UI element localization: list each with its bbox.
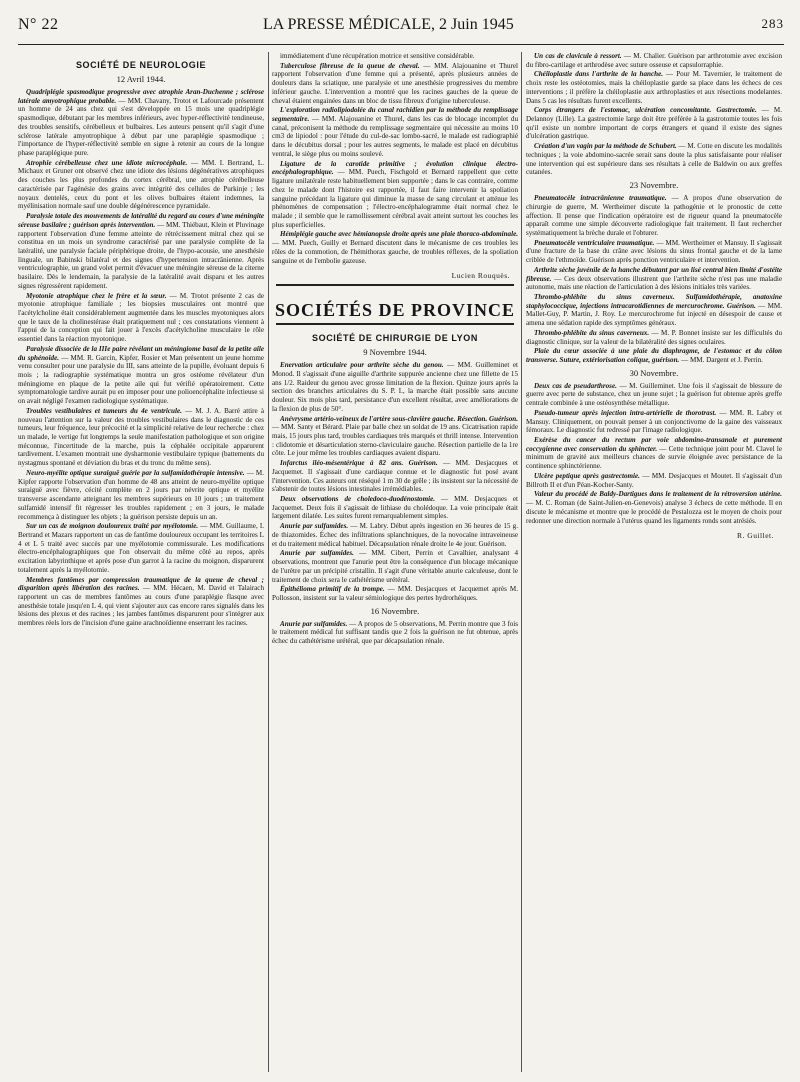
abstract-body: — M. Trotot présente 2 cas de myotonie atrophique familiale ; les biopsies musculaires ont montré que l'acétylcholine était considérablement augmentée dans les muscles myotoniques alors que le taux de la cholinestérase était pratiquement nul ; ces constatations viennent à l'appui de la conception qui fait jouer à l'excès d'acétylcholine musculaire le rôle essentiel dans la réaction myotonique.: [18, 291, 264, 344]
abstract-heading: Hémiplégie gauche avec hémianopsie droite après une plaie thoraco-abdominale.: [280, 230, 518, 239]
column-left: [18, 52, 264, 1078]
abstract-body: — M. C. Roman (de Saint-Julien-en-Genevois) analyse 3 échecs de cette méthode. Il en discute le mécanisme et montre que le procédé de Pestalozza est le moyen de choix pour redonner une direction normale à l'utérus quand les ligaments ronds sont atrésiés.: [526, 499, 782, 525]
abstract-body: — MM. R. Garcin, Kipfer, Rosier et Man présentent un jeune homme venu consulter pour une paralysie du III, sans atteinte de la pupille, évoluant depuis 6 mois ; la radiographie systématique montra un gros ostéome révélateur d'un méningiome en plaque de la petite aile qui fut vérifié opératoirement. Cette symptomatologie tardive aurait pu en imposer pour une polioencéphalite infectieuse si on avait négligé l'examen radiologique systématique.: [18, 353, 264, 406]
abstract-paragraph: [526, 106, 782, 141]
abstract-heading: Myotonie atrophique chez le frère et la sœur.: [26, 291, 167, 300]
abstract-heading: Quadriplégie spasmodique progressive avec atrophie Aran-Duchenne ; sclérose latérale amyotrophique probable.: [18, 88, 264, 105]
page-number: N° 22: [18, 16, 59, 33]
session-date: 23 Novembre.: [629, 180, 679, 191]
abstract-paragraph: [272, 52, 518, 61]
column-right: [526, 52, 782, 1078]
abstract-paragraph: [272, 495, 518, 521]
abstract-heading: Pneumatocèle intracrânienne traumatique.: [534, 194, 667, 203]
abstract-heading: Anévrysme artério-veineux de l'artère sous-clavière gauche. Résection. Guérison.: [280, 414, 518, 423]
abstract-body: — Ces deux observations illustrent que l'arthrite sèche n'est pas une maladie autonome, mais une réaction de l'articulation à des lésions initiales très variées.: [526, 274, 782, 292]
abstract-paragraph: [272, 522, 518, 548]
session-date: 30 Novembre.: [629, 367, 679, 378]
abstract-body: — MM. Hécaen, M. David et Talairach rapportent un cas de membres fantômes au cours d'une paraplégie flasque avec anesthésie totale jusqu'en L 4, qui vient s'ajouter aux cas encore rares signalés dans les lésions des plexus et des racines ; les jambes fantômes disparurent pour s'intégrer aux membres réels lors de l'incision d'une gaine arachnoïdienne enserrant les racines.: [18, 584, 264, 628]
abstract-paragraph: [526, 329, 782, 346]
abstract-heading: Exérèse du cancer du rectum par voie abdomino-transanale et purement coccygienne avec conservation du sphincter.: [526, 436, 782, 453]
section-rule: [276, 323, 514, 325]
abstract-body: — MM. Guillaume, I. Bertrand et Mazars rapportent un cas de fantôme douloureux occupant les territoires L 4 et L 5 traité avec succès par une myélotomie commissurale. Les modifications électro-encéphalographiques que l'on observait du même côté au repos, après excitation labyrinthique et après pose d'un garrot à la racine du moignon, disparurent totalement après la myélotomie.: [18, 522, 264, 574]
abstract-heading: Anurie par sulfamides.: [280, 522, 349, 531]
abstract-heading: Thrombo-phlébite du sinus caverneux.: [534, 328, 650, 337]
session-date: 9 Novembre 1944.: [363, 347, 427, 358]
abstract-body: — MM. Desjacques et Jacquemet après M. Pollosson, insistent sur la valeur sémiologique des pertes hydrorhéiques.: [272, 585, 518, 602]
abstract-paragraph: [526, 472, 782, 489]
abstract-paragraph: [526, 490, 782, 525]
abstract-body: — MM. R. Labry et Mansuy. Cliniquement, on pouvait penser à un conjonctivome de la gaine des vaisseaux fémoraux. Le diagnostic fut redressé par l'image radiologique.: [526, 408, 782, 435]
abstract-heading: Tuberculose fibreuse de la queue de cheval.: [280, 61, 420, 70]
abstract-paragraph: [526, 436, 782, 471]
abstract-body: — M. Chalier. Guérison par arthrotomie avec excision du fibro-cartilage et arthrodèse avec suture osseuse et capsulorraphie.: [526, 52, 782, 69]
abstract-heading: Sur un cas de moignon douloureux traité par myélotomie.: [26, 522, 199, 531]
abstract-paragraph: [526, 52, 782, 69]
folio-number: 283: [761, 16, 784, 31]
column-divider: [521, 52, 522, 1072]
abstract-body: — A propos de 5 observations, M. Perrin montre que 3 fois le traitement médical fut suffisant tandis que 2 fois la guérison ne fut obtenue, après échec du cathétérisme urétéral, que par décapsulation rénale.: [272, 619, 518, 646]
abstract-paragraph: [526, 70, 782, 105]
abstract-heading: Corps étrangers de l'estomac, ulcération concomitante. Gastrectomie.: [534, 106, 757, 115]
abstract-heading: Anurie par sulfamides.: [280, 549, 354, 558]
abstract-body: — MM. Desjacques et Jacquemet. Il s'agissait d'une cardiaque connue et le diagnostic fut posé avant l'intervention. Ces auteurs ont réséqué 1 m 30 de grêle ; ils insistent sur la nécessité de s'abstenir de toutes lésions intestinales irrémédiables.: [272, 459, 518, 494]
abstract-paragraph: [272, 62, 518, 106]
abstract-body: — M. Cotte en discute les modalités techniques ; la voie abdomino-sacrée serait sans doute la plus satisfaisante pour réaliser une intervention qui est supérieure dans ses résultats à celle de Baldwin ou aux greffes cutanées.: [526, 142, 782, 177]
abstract-paragraph: [18, 576, 264, 628]
abstract-paragraph: [272, 230, 518, 265]
abstract-body: — Pour M. Tavernier, le traitement de choix reste les ostéotomies, mais la chéiloplastie garde sa place dans les échecs de ces interventions ; il préfère la chéiloplastie aux arthroplasties et aux résections modelantes. Dans 5 cas les résultats furent excellents.: [526, 70, 782, 105]
abstract-heading: Deux cas de pseudarthrose.: [534, 381, 617, 390]
abstract-heading: Paralysie totale des mouvements de latéralité du regard au cours d'une méningite séreuse basilaire ; guérison après intervention.: [18, 212, 264, 229]
abstract-paragraph: [526, 382, 782, 408]
province-title: SOCIÉTÉS DE PROVINCE: [274, 300, 516, 321]
abstract-paragraph: [526, 293, 782, 328]
abstract-paragraph: [18, 469, 264, 521]
abstract-paragraph: [272, 549, 518, 584]
signature: R. Guillet.: [737, 531, 774, 541]
abstract-paragraph: [526, 239, 782, 265]
abstract-body: — A propos d'une observation de chirurgie de guerre, M. Wertheimer discute la pathogénie et le pronostic de cette affection. Il pense que l'indication opératoire est de rigueur quand la pneumatocèle apparaît comme une simple découverte radiologique fait traitement. Il faut rechercher systématiquement la brèche durale et l'obturer.: [526, 194, 782, 237]
abstract-paragraph: [272, 459, 518, 494]
abstract-body: — M. P. Bonnet insiste sur les difficultés du diagnostic clinique, sur la valeur de la bilatéralité des signes oculaires.: [526, 328, 782, 346]
abstract-body: — MM. Cibert, Perrin et Cavalhier, analysant 4 observations, montrent que l'anurie peut être la conséquence d'un blocage mécanique de l'urètre par un précipité cristallin. Il s'agit d'une véritable anurie calculeuse, dont le traitement de choix sera le cathétérisme urétéral.: [272, 549, 518, 584]
abstract-body: — MM. Guilleminet et Monod. Il s'agissait d'une aiguille d'arthrite suppurée ancienne chez une fillette de 15 ans 1/2. Raideur du genou avec grosse limitation de la flexion. Quinze jours après la section des branches articulaires du S. P. I., la marche était possible sans aucune douleur. Six mois plus tard, persistance d'un excellent résultat, avec améliorations de la flexion de plus de 50°.: [272, 361, 518, 413]
abstract-heading: Arthrite sèche juvénile de la hanche débutant par un lisé central bien limité d'ostéite fibreuse.: [526, 265, 782, 283]
abstract-body: — M. Kipfer rapporte l'observation d'un homme de 48 ans atteint de neuro-myélite optique suraiguë avec fièvre, cécité complète en 2 jours par névrite optique et myélite transverse ascendante atteignant les membres supérieurs en 10 jours ; un traitement sulfamidé intensif fit régresser les troubles rapidement ; en 3 jours, le malade recommença à distinguer les objets ; la guérison persiste depuis un an.: [18, 468, 264, 521]
abstract-paragraph: [18, 407, 264, 468]
signature: Lucien Rouquès.: [451, 271, 510, 281]
abstract-body: immédiatement d'une récupération motrice et sensitive considérable.: [280, 52, 475, 60]
abstract-paragraph: [18, 88, 264, 158]
abstract-heading: Anurie par sulfamides.: [280, 619, 348, 628]
abstract-body: — MM. Puech, Fischgold et Bernard rappellent que cette ligature unilatérale reste habituellement bien supportée ; dans le cas contraire, comme chez le malade dont l'histoire est rapportée, il faut faire intervenir la spoliation sanguine précédant la ligature qui diminue la masse de sang circulant et atténue les phénomènes de compensation ; l'électro-encéphalogramme était normal chez le malade ; il semble que le ramollissement cérébral avait atteint surtout les couches les plus superficielles.: [272, 168, 518, 229]
abstract-heading: Membres fantômes par compression traumatique de la queue de cheval ; disparition après libération des racines.: [18, 575, 264, 593]
abstract-body: — MM. Desjacques et Moutet. Il s'agissait d'un Billroth II et d'un Péan-Kocher-Santy.: [526, 471, 782, 489]
abstract-heading: Paralysie dissociée de la IIIe paire révélant un méningiome basal de la petite aile du sphénoïde.: [18, 344, 264, 362]
session-date: 16 Novembre.: [370, 605, 420, 616]
abstract-heading: Thrombo-phlébite du sinus caverneux. Sulfamidothérapie, anatoxine staphylococcique, injections intracarotidiennes de mercurochrome. Guérison.: [526, 292, 782, 310]
session-date: 12 Avril 1944.: [116, 74, 166, 84]
abstract-body: — M. Delannoy (Lille). La gastrectomie large doit être préférée à la gastrotomie toutes les fois qu'il existe un nombre important de corps étrangers et quand il existe des signes d'ulcération gastrique.: [526, 106, 782, 141]
header-rule: [18, 44, 784, 45]
abstract-heading: Chéiloplastie dans l'arthrite de la hanche.: [534, 70, 663, 79]
abstract-heading: Création d'un vagin par la méthode de Schubert.: [534, 142, 677, 151]
section-title: SOCIÉTÉ DE NEUROLOGIE: [75, 60, 207, 70]
abstract-heading: Pseudo-tumeur après injection intra-artérielle de thorotrast.: [534, 408, 717, 417]
abstract-heading: Valeur du procédé de Baldy-Dartigues dans le traitement de la rétroversion utérine.: [534, 490, 782, 499]
abstract-paragraph: [272, 361, 518, 413]
abstract-paragraph: [272, 620, 518, 646]
abstract-body: — MM. Santy et Bérard. Plaie par balle chez un soldat de 19 ans. Cicatrisation rapide mais, 15 jours plus tard, troubles cardiaques très marqués et thrill intense. Intervention : clidotomie et désarticulation sterno-claviculaire gauche. Résection partielle de la 1re côte. Le jour même les troubles cardiaques avaient disparu.: [272, 423, 518, 458]
abstract-paragraph: [526, 266, 782, 292]
abstract-heading: Enervation articulaire pour arthrite sèche du genou.: [280, 361, 444, 370]
abstract-body: — Cette technique joint pour M. Clavel le minimum de gravité aux meilleurs chances de survie éloignée avec persistance de la continence sphinctérienne.: [526, 444, 782, 471]
journal-title: LA PRESSE MÉDICALE, 2 Juin 1945: [263, 16, 514, 33]
abstract-paragraph: [18, 159, 264, 211]
page-header: [18, 12, 784, 38]
abstract-body: — MM. Alajouanine et Thurel, dans les cas de blocage incomplet du canal, préconisent la méthode du remplissage segmentaire qui nécessite au moins 10 cm3 de lipiodol : pour l'étude du cul-de-sac lombo-sacré, le malade est radiographié dans le décubitus dorsal ; pour les autres segments, le malade est placé en décubitus ventral, le siège plus ou moins soulevé.: [272, 115, 518, 158]
abstract-heading: Ulcère peptique après gastrectomie.: [534, 471, 640, 480]
abstract-heading: Atrophie cérébelleuse chez une idiote microcéphale.: [26, 158, 188, 167]
abstract-body: — MM. Wertheimer et Mansuy. Il s'agissait d'une fracture de la base du crâne avec lésions du sinus frontal gauche et de la lame criblée de l'ethmoïde. Guérison après ponction ventriculaire et intervention.: [526, 238, 782, 265]
abstract-paragraph: [18, 212, 264, 290]
abstract-body: — M. J. A. Barré attire à nouveau l'attention sur la valeur des troubles vestibulaires dans le diagnostic de ces tumeurs, leur fréquence, leur précocité et la simplicité relative de leur recherche : chez un malade, le vertige fut longtemps la seule manifestation pathologique et son origine méconnue, l'incertitude de la marche, puis la céphalée occipitale apparurent tardivement. L'examen montrait une dysharmonie vestibulaire typique (battements du nystagmus spontané et déviation du bras et du tronc du même sens).: [18, 406, 264, 468]
section-rule: [276, 284, 514, 286]
abstract-heading: Troubles vestibulaires et tumeurs du 4e ventricule.: [26, 406, 182, 415]
abstract-paragraph: [18, 345, 264, 406]
abstract-paragraph: [272, 160, 518, 230]
abstract-body: — M. Labry. Début après ingestion en 36 heures de 15 g. de thiazomides. Échec des infiltrations splanchniques, de la novocaïne intraveineuse et du traitement médical habituel. Décapsulation rénale droite le 4e jour. Guérison.: [272, 522, 518, 548]
abstract-paragraph: [526, 409, 782, 435]
abstract-paragraph: [526, 347, 782, 364]
abstract-heading: Pneumatocèle ventriculaire traumatique.: [534, 238, 655, 247]
abstract-heading: Infarctus iléo-mésentérique à 82 ans. Guérison.: [280, 459, 438, 468]
abstract-heading: Un cas de clavicule à ressort.: [534, 52, 622, 60]
abstract-paragraph: [526, 142, 782, 177]
abstract-body: — MM. Alajouanine et Thurel rapportent l'observation d'une femme qui a présenté, après plusieurs années de douleurs dans la sciatique, une paralysie et une anesthésie progressives du membre inférieur gauche. L'intervention a montré que les racines gauches de la queue de cheval étaient engainées dans un bloc de tissu fibreux d'origine tuberculeuse.: [272, 61, 518, 105]
abstract-heading: Plaie du cœur associée à une plaie du diaphragme, de l'estomac et du côlon transverse. Suture, extériorisation colique, guérison.: [526, 347, 782, 364]
abstract-body: — MM. Chavany, Trotot et Lafourcade présentent un homme de 24 ans chez qui s'est développée en 15 mois une quadriplégie spasmodique, débutant par les membres inférieurs, avec hyper-réflectivité tendineuse, des troubles sensitifs, cérébelleux et bulbaires. Les auteurs pensent qu'il s'agit d'une sclérose latérale amyotrophique à début par une paraplégie spasmodique ; l'importance de l'hyper-réflectivité semble en signe à retenir au cours de la longue phase paraplégique pure.: [18, 96, 264, 158]
abstract-body: — MM. Desjacques et Jacquemet. Deux fois il s'agissait de lithiase du cholédoque. La voie principale était largement dilatée. Les suites furent remarquablement simples.: [272, 495, 518, 521]
column-middle: [272, 52, 518, 1078]
abstract-paragraph: [18, 292, 264, 344]
abstract-heading: Neuro-myélite optique suraiguë guérie par la sulfamidothérapie intensive.: [26, 468, 245, 477]
abstract-paragraph: [526, 194, 782, 238]
abstract-body: — MM. Dargent et J. Perrin.: [679, 356, 763, 364]
abstract-paragraph: [272, 106, 518, 158]
column-divider: [268, 52, 269, 1072]
abstract-heading: L'exploration radiolipiodolée du canal rachidien par la méthode du remplissage segmentaire.: [272, 106, 518, 124]
lyon-title: SOCIÉTÉ DE CHIRURGIE DE LYON: [312, 333, 478, 344]
abstract-paragraph: [272, 585, 518, 602]
abstract-body: — MM. I. Bertrand, L. Michaux et Gruner ont observé chez une idiote des lésions dégénératives atrophiques des couches les plus profondes du cortex cérébral, une atrophie cérébelleuse caractérisée par l'agénésie des grains avec intégrité des cellules de Purkinje ; les noyaux dentelés, ceux du pont et les olives bulbaires étaient indemnes, la myélinisation normale sauf une double dégénérescence pyramidale.: [18, 158, 264, 211]
abstract-body: — M. Guilleminet. Une fois il s'agissait de blessure de guerre avec perte de substance, chez un jeune sujet ; la guérison fut obtenue après greffe centrale combinée à une ostéosynthèse métallique.: [526, 381, 782, 408]
abstract-heading: Ligature de la carotide primitive ; évolution clinique électro-encéphalographique.: [272, 159, 518, 177]
abstract-paragraph: [18, 522, 264, 574]
abstract-body: — MM. Mallet-Guy, P. Martin, J. Roy. Le mercurochrome fut injecté en désespoir de cause et amena une sédation rapide des symptômes généraux.: [526, 301, 782, 328]
abstract-heading: Deux observations de choledoco-duodénostomie.: [280, 495, 436, 504]
abstract-body: — MM. Thiébaut, Klein et Pluvinage rapportent l'observation d'une femme atteinte de rétrécissement mitral chez qui se constitua en un mois un syndrome caractérisé par une paralysie complète de la latéralité, une paralysie faciale périphérique droite, de l'hypo-acousie, une anesthésie linguale, un Babinski bilatéral et des signes d'hypertension intracrânienne. Après ventriculographie, un grand volet permit d'évacuer une méningite séreuse de la citerne basilaire. Dès le lendemain, la paralysie de la latéralité avait disparu et les autres signes régressèrent rapidement.: [18, 220, 264, 290]
abstract-paragraph: [272, 415, 518, 459]
abstract-body: — MM. Puech, Guilly et Bernard discutent dans le mécanisme de ces troubles les rôles de la commotion, de l'hémithorax gauche, de troubles réflexes, de la spoliation sanguine et de l'embolie gazeuse.: [272, 239, 518, 265]
abstract-heading: Épithélioma primitif de la trompe.: [280, 585, 385, 594]
